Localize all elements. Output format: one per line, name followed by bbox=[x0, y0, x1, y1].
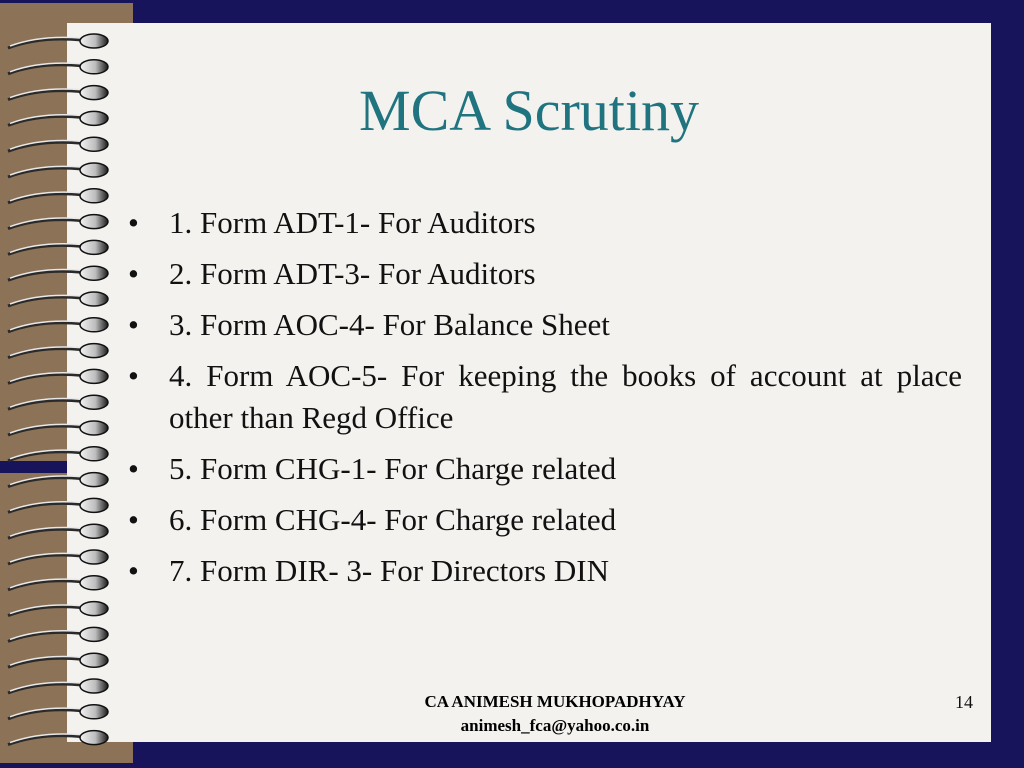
list-item: • 7. Form DIR- 3- For Directors DIN bbox=[120, 550, 962, 592]
slide-title: MCA Scrutiny bbox=[359, 78, 699, 143]
footer-author: CA ANIMESH MUKHOPADHYAY bbox=[424, 692, 686, 711]
list-item: • 2. Form ADT-3- For Auditors bbox=[120, 253, 962, 295]
list-item: • 6. Form CHG-4- For Charge related bbox=[120, 499, 962, 541]
footer-email: animesh_fca@yahoo.co.in bbox=[460, 716, 650, 735]
list-item: • 4. Form AOC-5- For keeping the books of account at place other than Regd Office bbox=[120, 355, 962, 439]
list-item: • 5. Form CHG-1- For Charge related bbox=[120, 448, 962, 490]
list-item: • 3. Form AOC-4- For Balance Sheet bbox=[120, 304, 962, 346]
form-list bbox=[120, 202, 962, 601]
page-number: 14 bbox=[955, 692, 973, 712]
list-item: • 1. Form ADT-1- For Auditors bbox=[120, 202, 962, 244]
